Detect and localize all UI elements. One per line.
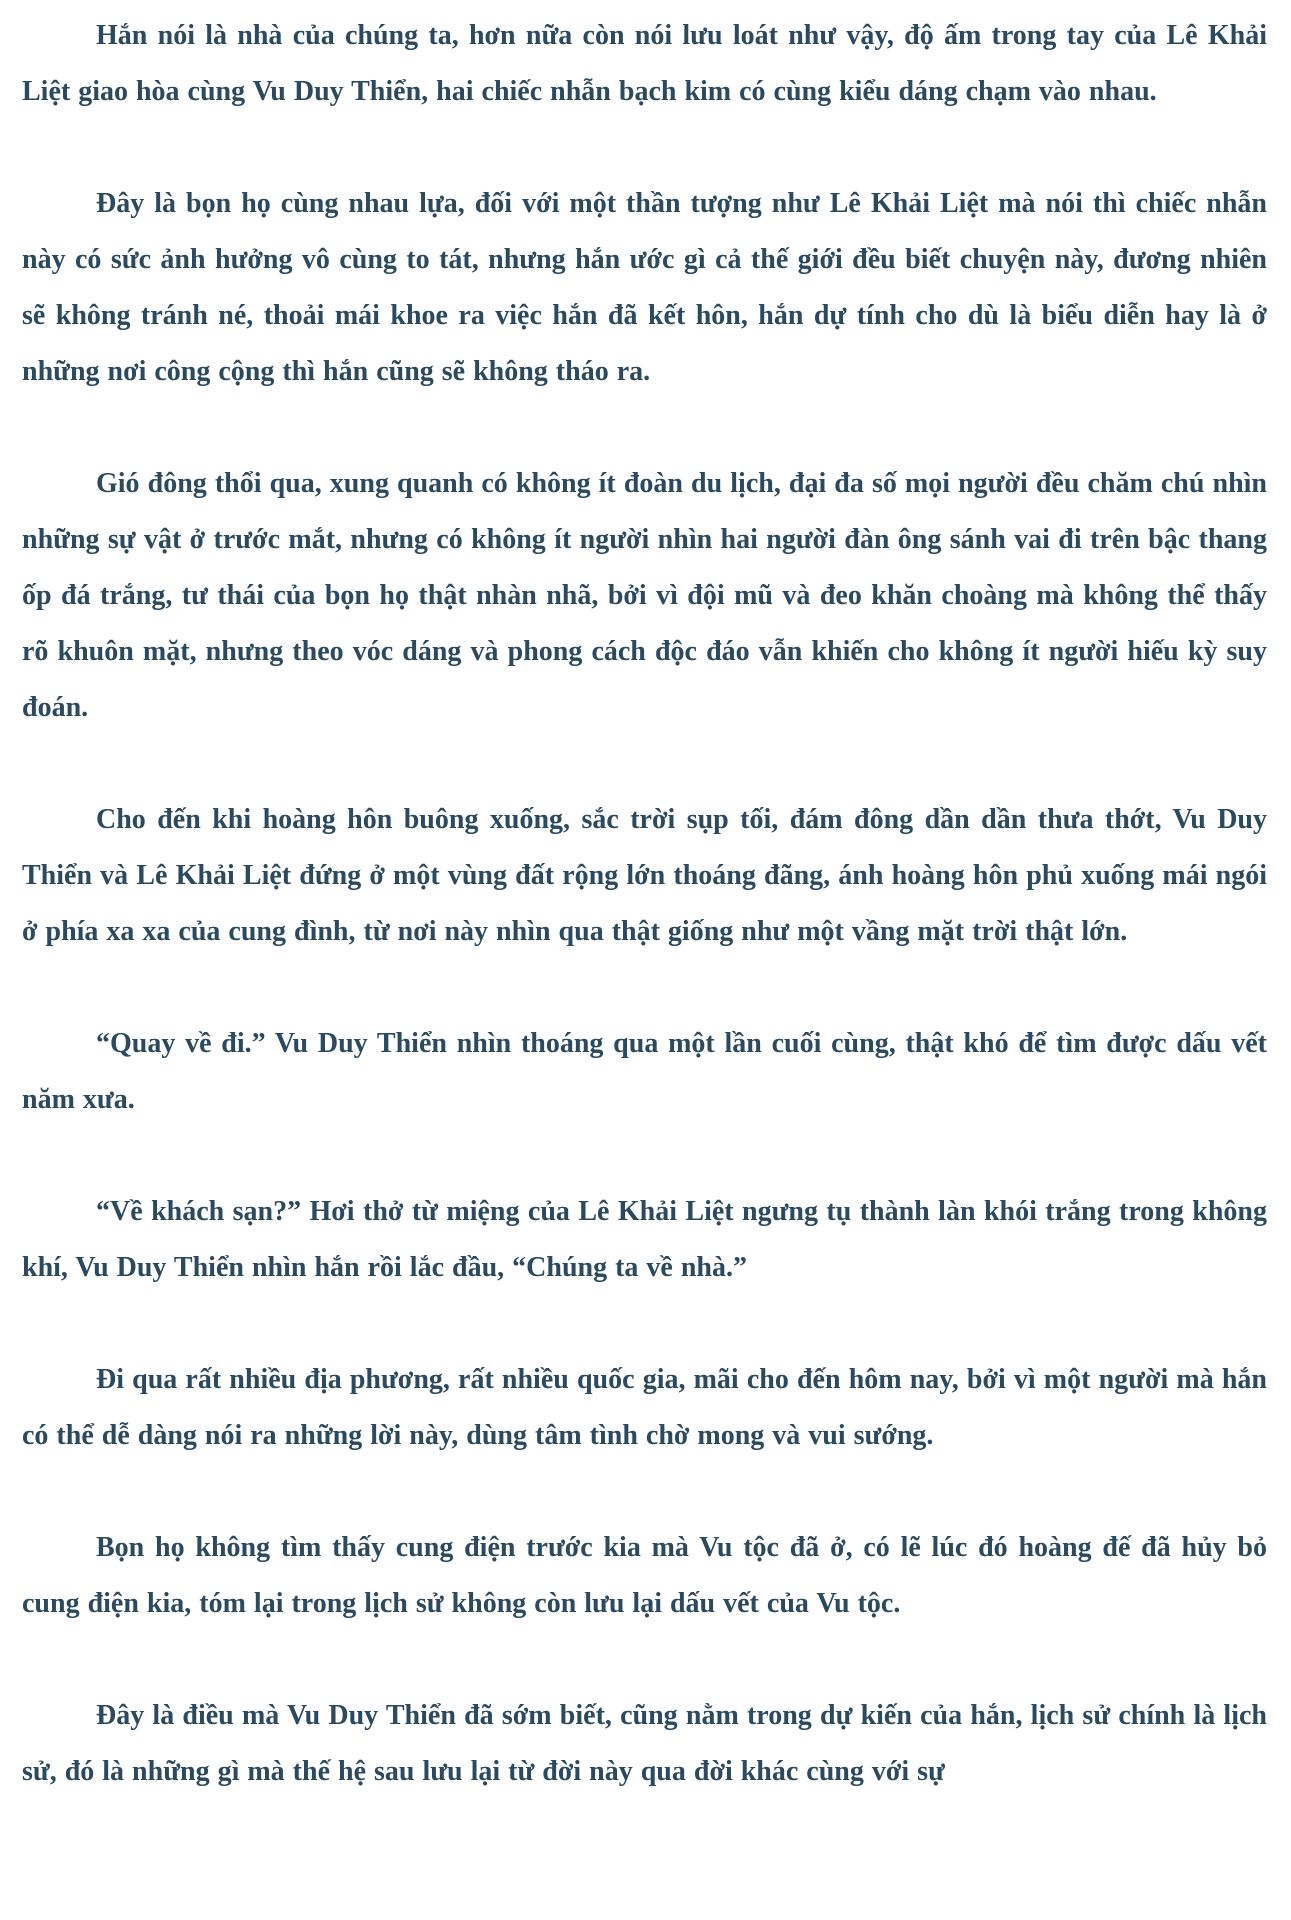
- paragraph-2: Đây là bọn họ cùng nhau lựa, đối với một thần tượng như Lê Khải Liệt mà nói thì chiếc nhẫn này có sức ảnh hưởng vô cùng to tát, nhưng hắn ước gì cả thế giới đều biết chuyện này, đương nhiên sẽ không tránh né, thoải mái khoe ra việc hắn đã kết hôn, hắn dự tính cho dù là biểu diễn hay là ở những nơi công cộng thì hắn cũng sẽ không tháo ra.: [22, 188, 1267, 387]
- paragraph-8: Bọn họ không tìm thấy cung điện trước kia mà Vu tộc đã ở, có lẽ lúc đó hoàng đế đã hủy bỏ cung điện kia, tóm lại trong lịch sử không còn lưu lại dấu vết của Vu tộc.: [22, 1532, 1267, 1619]
- paragraph-7: Đi qua rất nhiều địa phương, rất nhiều quốc gia, mãi cho đến hôm nay, bởi vì một người mà hắn có thể dễ dàng nói ra những lời này, dùng tâm tình chờ mong và vui sướng.: [22, 1364, 1267, 1451]
- paragraph-4: Cho đến khi hoàng hôn buông xuống, sắc trời sụp tối, đám đông dần dần thưa thớt, Vu Duy Thiển và Lê Khải Liệt đứng ở một vùng đất rộng lớn thoáng đãng, ánh hoàng hôn phủ xuống mái ngói ở phía xa xa của cung đình, từ nơi này nhìn qua thật giống như một vầng mặt trời thật lớn.: [22, 804, 1267, 947]
- paragraph-3: Gió đông thổi qua, xung quanh có không ít đoàn du lịch, đại đa số mọi người đều chăm chú nhìn những sự vật ở trước mắt, nhưng có không ít người nhìn hai người đàn ông sánh vai đi trên bậc thang ốp đá trắng, tư thái của bọn họ thật nhàn nhã, bởi vì đội mũ và đeo khăn choàng mà không thể thấy rõ khuôn mặt, nhưng theo vóc dáng và phong cách độc đáo vẫn khiến cho không ít người hiếu kỳ suy đoán.: [22, 468, 1267, 723]
- paragraph-1: Hắn nói là nhà của chúng ta, hơn nữa còn nói lưu loát như vậy, độ ấm trong tay của Lê Khải Liệt giao hòa cùng Vu Duy Thiển, hai chiếc nhẫn bạch kim có cùng kiểu dáng chạm vào nhau.: [22, 20, 1267, 107]
- document-page: [22, 8, 1267, 1856]
- paragraph-5: “Quay về đi.” Vu Duy Thiển nhìn thoáng qua một lần cuối cùng, thật khó để tìm được dấu vết năm xưa.: [22, 1028, 1267, 1115]
- paragraph-9: Đây là điều mà Vu Duy Thiển đã sớm biết, cũng nằm trong dự kiến của hắn, lịch sử chính là lịch sử, đó là những gì mà thế hệ sau lưu lại từ đời này qua đời khác cùng với sự: [22, 1700, 1267, 1787]
- paragraph-6: “Về khách sạn?” Hơi thở từ miệng của Lê Khải Liệt ngưng tụ thành làn khói trắng trong không khí, Vu Duy Thiển nhìn hắn rồi lắc đầu, “Chúng ta về nhà.”: [22, 1196, 1267, 1283]
